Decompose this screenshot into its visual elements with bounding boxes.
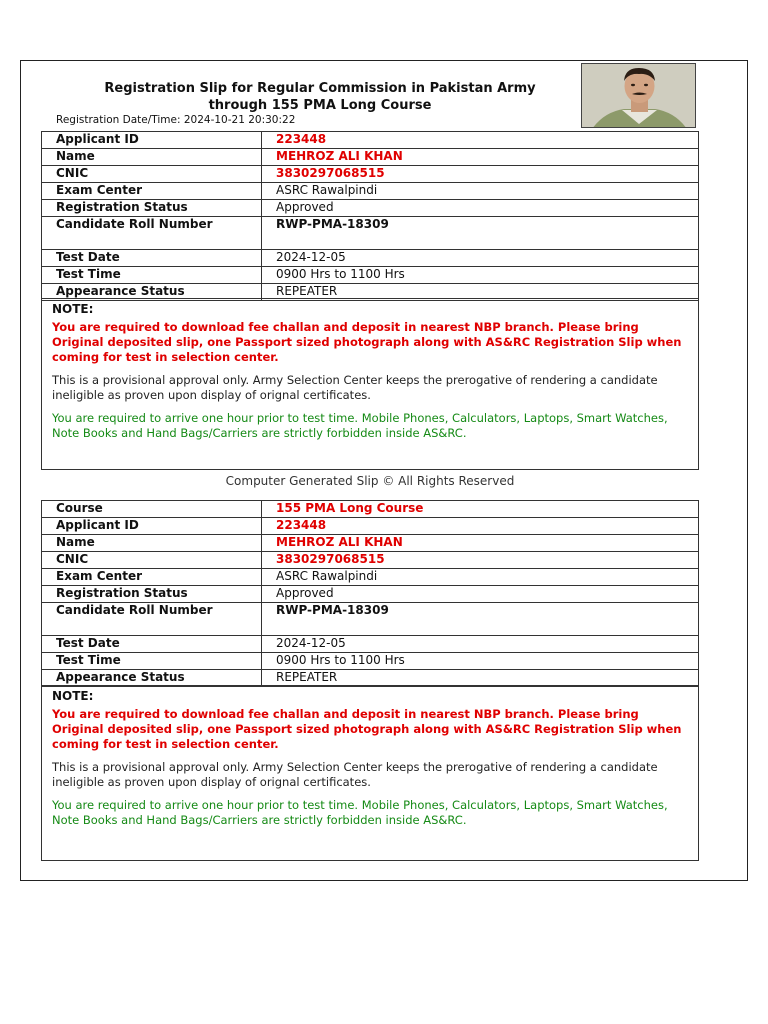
course-value: 155 PMA Long Course [262,501,699,518]
row-label: Candidate Roll Number [42,603,262,636]
row-label: Appearance Status [42,284,262,301]
note-arrival-instructions: You are required to arrive one hour prior to test time. Mobile Phones, Calculators, Laptops, Smart Watches, Note Books and Hand Bags/Carriers are strictly forbidden inside AS&RC. [52,411,668,440]
row-label: Applicant ID [42,518,262,535]
table-row [42,200,699,217]
table-row [42,670,699,687]
row-label: Registration Status [42,586,262,603]
table-row [42,603,699,636]
note-title: NOTE: [52,689,94,703]
test-date-value: 2024-12-05 [262,250,699,267]
applicant-id-value: 223448 [262,132,699,149]
roll-number-value: RWP-PMA-18309 [262,217,699,250]
applicant-photo-image [582,64,696,128]
table-row [42,552,699,569]
applicant-info-table-2 [41,500,699,687]
row-label: Applicant ID [42,132,262,149]
exam-center-value: ASRC Rawalpindi [262,569,699,586]
table-row [42,149,699,166]
registration-status-value: Approved [262,586,699,603]
slip-title-line2: through 155 PMA Long Course [208,98,432,113]
row-label: Test Time [42,653,262,670]
table-row [42,569,699,586]
row-label: CNIC [42,552,262,569]
row-label: Name [42,535,262,552]
table-row [42,267,699,284]
test-date-value: 2024-12-05 [262,636,699,653]
row-label: Candidate Roll Number [42,217,262,250]
appearance-status-value: REPEATER [262,670,699,687]
row-label: Course [42,501,262,518]
table-row [42,132,699,149]
registration-status-value: Approved [262,200,699,217]
table-row [42,535,699,552]
note-box-2 [41,685,699,861]
cnic-value: 3830297068515 [262,166,699,183]
note-arrival-instructions: You are required to arrive one hour prior to test time. Mobile Phones, Calculators, Laptops, Smart Watches, Note Books and Hand Bags/Carriers are strictly forbidden inside AS&RC. [52,798,668,827]
row-label: Test Date [42,636,262,653]
row-label: Exam Center [42,569,262,586]
table-row [42,636,699,653]
table-row [42,518,699,535]
table-row [42,501,699,518]
table-row [42,586,699,603]
note-provisional-approval: This is a provisional approval only. Army Selection Center keeps the prerogative of rendering a candidate ineligible as proven upon display of orignal certificates. [52,760,658,789]
row-label: Test Date [42,250,262,267]
row-label: Registration Status [42,200,262,217]
row-label: Appearance Status [42,670,262,687]
note-fee-instructions: You are required to download fee challan and deposit in nearest NBP branch. Please bring Original deposited slip, one Passport sized photograph along with AS&RC Registration Slip when coming for test in selection center. [52,320,682,364]
registration-datetime: Registration Date/Time: 2024-10-21 20:30:22 [56,114,296,126]
applicant-id-value: 223448 [262,518,699,535]
note-box-1 [41,298,699,470]
row-label: Name [42,149,262,166]
row-label: Exam Center [42,183,262,200]
test-time-value: 0900 Hrs to 1100 Hrs [262,653,699,670]
applicant-photo [581,63,696,128]
row-label: Test Time [42,267,262,284]
note-provisional-approval: This is a provisional approval only. Army Selection Center keeps the prerogative of rendering a candidate ineligible as proven upon display of orignal certificates. [52,373,658,402]
table-row [42,217,699,250]
table-row [42,166,699,183]
roll-number-value: RWP-PMA-18309 [262,603,699,636]
test-time-value: 0900 Hrs to 1100 Hrs [262,267,699,284]
applicant-info-table-1 [41,131,699,301]
footer-copyright: Computer Generated Slip © All Rights Reserved [225,474,515,488]
table-row [42,250,699,267]
row-label: CNIC [42,166,262,183]
table-row [42,183,699,200]
appearance-status-value: REPEATER [262,284,699,301]
name-value: MEHROZ ALI KHAN [262,149,699,166]
note-title: NOTE: [52,302,94,316]
note-fee-instructions: You are required to download fee challan and deposit in nearest NBP branch. Please bring Original deposited slip, one Passport sized photograph along with AS&RC Registration Slip when coming for test in selection center. [52,707,682,751]
exam-center-value: ASRC Rawalpindi [262,183,699,200]
slip-title-line1: Registration Slip for Regular Commission in Pakistan Army [104,81,536,96]
name-value: MEHROZ ALI KHAN [262,535,699,552]
table-row [42,653,699,670]
cnic-value: 3830297068515 [262,552,699,569]
